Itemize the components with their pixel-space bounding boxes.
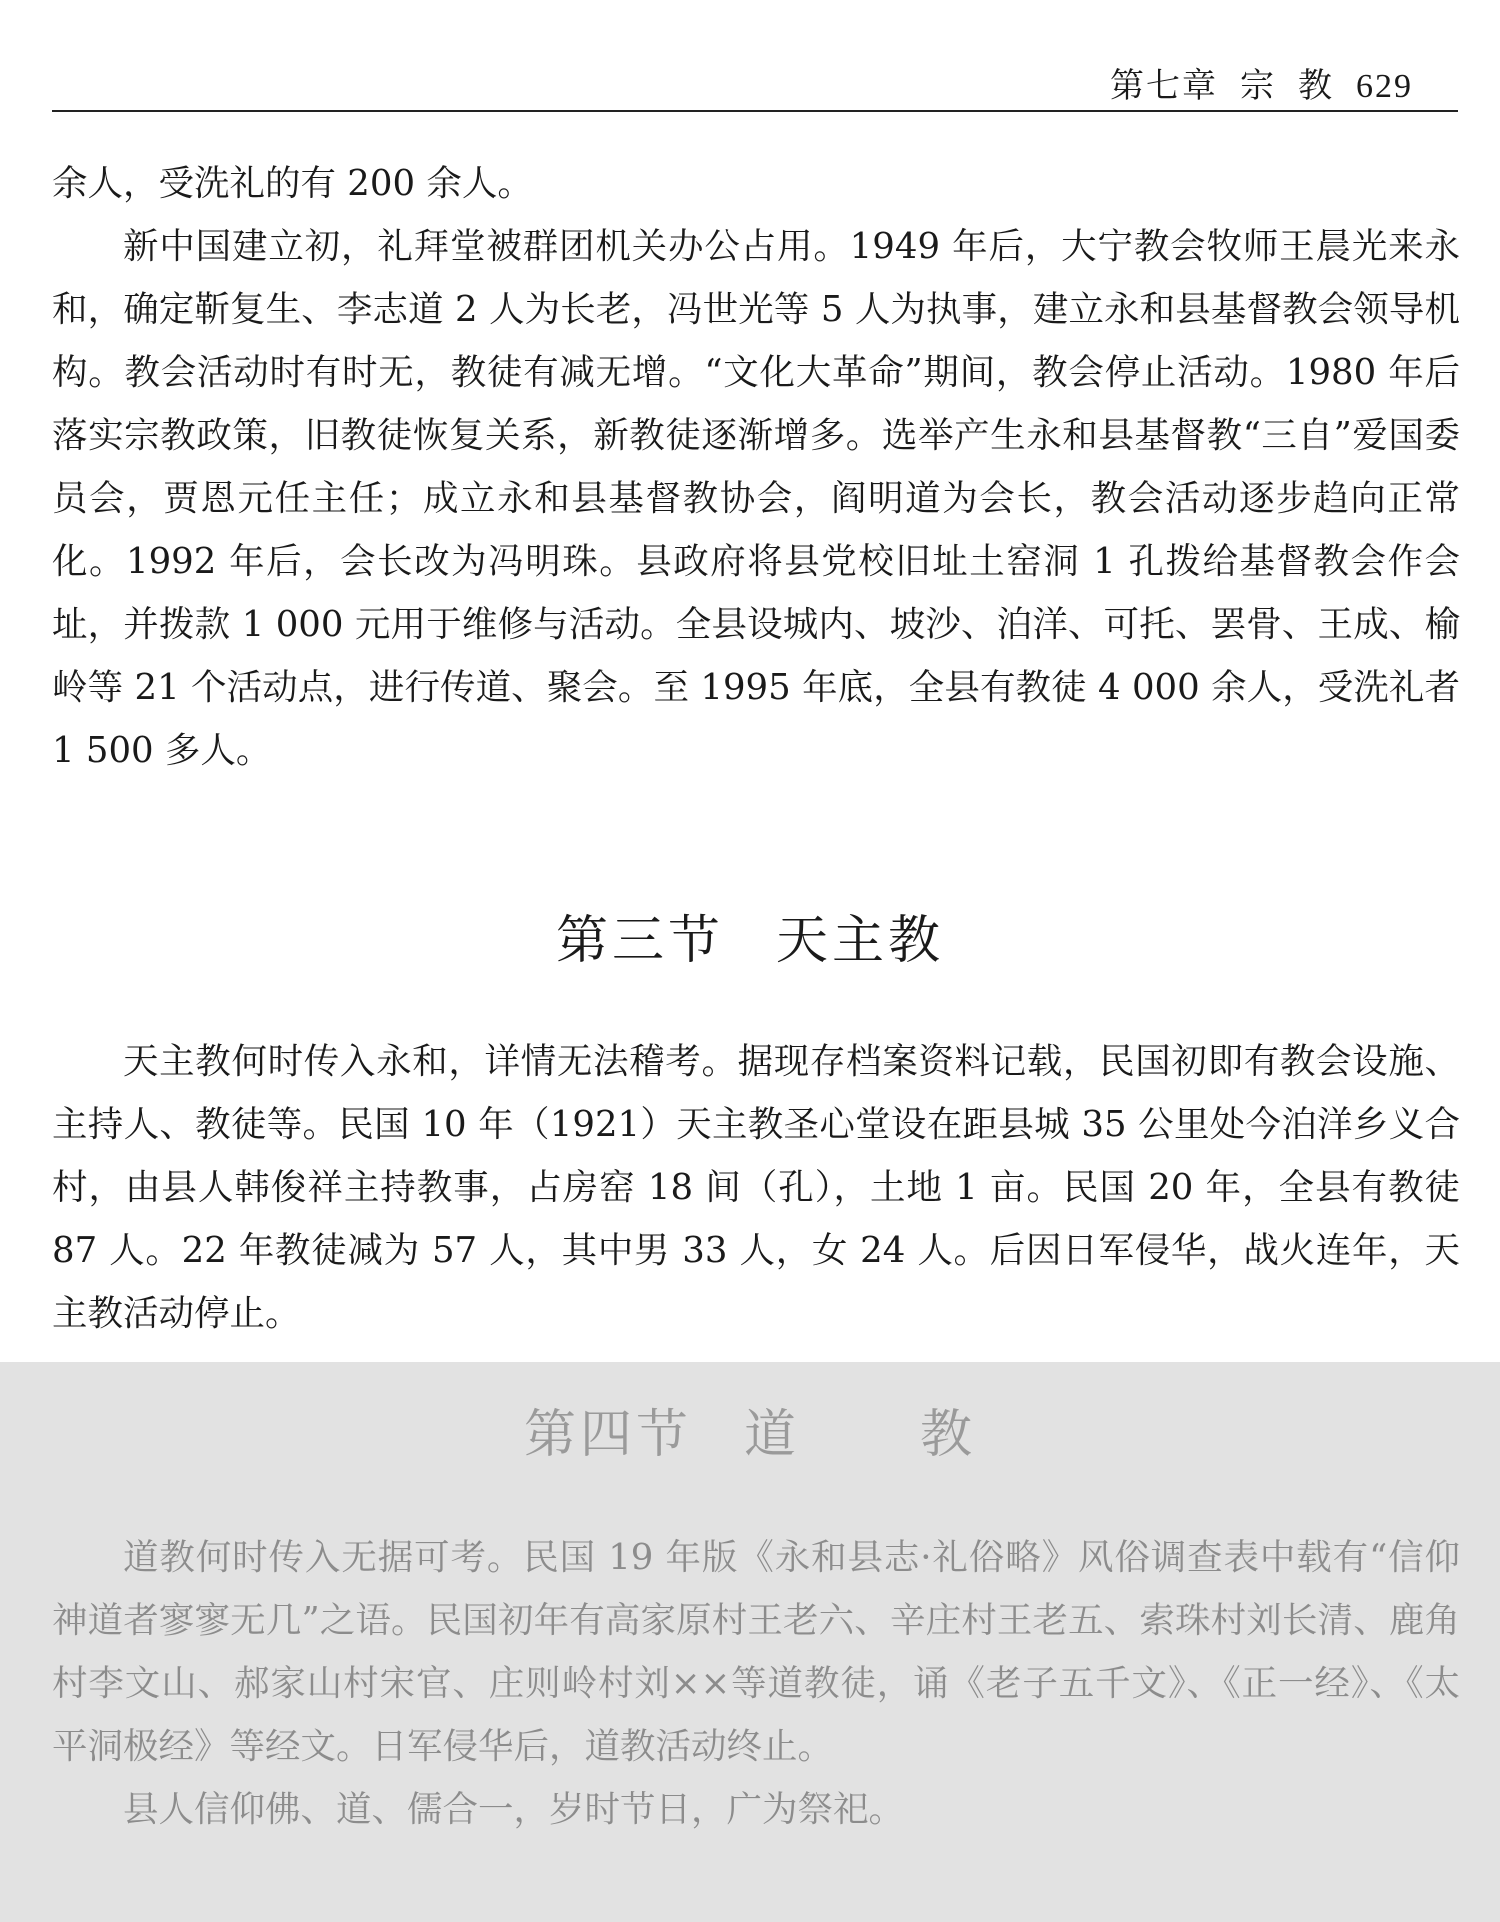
taoist-section-body [52,1526,1460,1841]
section-heading [0,1392,1500,1467]
section-name-char-2: 教 [920,1405,977,1465]
topic-char-1: 宗 [1240,66,1276,106]
section-heading [0,898,1500,973]
section-name-char-1: 道 [743,1405,800,1465]
protestant-continued [52,152,1460,782]
paragraph: 县人信仰佛、道、儒合一，岁时节日，广为祭祀。 [123,1789,905,1830]
section-name: 天主教 [776,911,945,971]
topic-char-2: 教 [1298,66,1334,106]
paragraph: 天主教何时传入永和，详情无法稽考。据现存档案资料记载，民国初即有教会设施、主持人、教徒等。民国 10 年（1921）天主教圣心堂设在距县城 35 公里处今泊洋乡义合村，由县人韩俊祥主持教事，占房窑 18 间（孔），土地 1 亩。民国 20 年，全县有教徒 87 人。22 年教徒减为 57 人，其中男 33 人，女 24 人。后因日军侵华，战火连年，天主教活动停止。 [52,1041,1460,1334]
paragraph: 余人，受洗礼的有 200 余人。 [52,163,533,204]
running-head-text [1088,58,1413,107]
section-number: 第三节 [555,911,724,971]
catholic-section-body [52,1030,1460,1345]
section-number: 第四节 [523,1405,692,1465]
page-number: 629 [1356,68,1413,105]
paragraph: 道教何时传入无据可考。民国 19 年版《永和县志·礼俗略》风俗调查表中载有“信仰神道者寥寥无几”之语。民国初年有高家原村王老六、辛庄村王老五、索珠村刘长清、鹿角村李文山、郝家山村宋官、庄则岭村刘××等道教徒，诵《老子五千文》、《正一经》、《太平洞极经》等经文。日军侵华后，道教活动终止。 [52,1537,1460,1767]
running-head [52,58,1458,112]
chapter-label: 第七章 [1110,66,1218,106]
paragraph: 新中国建立初，礼拜堂被群团机关办公占用。1949 年后，大宁教会牧师王晨光来永和，确定靳复生、李志道 2 人为长老，冯世光等 5 人为执事，建立永和县基督教会领导机构。教会活动时有时无，教徒有减无增。“文化大革命”期间，教会停止活动。1980 年后落实宗教政策，旧教徒恢复关系，新教徒逐渐增多。选举产生永和县基督教“三自”爱国委员会，贾恩元任主任；成立永和县基督教协会，阎明道为会长，教会活动逐步趋向正常化。1992 年后，会长改为冯明珠。县政府将县党校旧址土窑洞 1 孔拨给基督教会作会址，并拨款 1 000 元用于维修与活动。全县设城内、坡沙、泊洋、可托、罢骨、王成、榆岭等 21 个活动点，进行传道、聚会。至 1995 年底，全县有教徒 4 000 余人，受洗礼者 1 500 多人。 [52,226,1460,771]
